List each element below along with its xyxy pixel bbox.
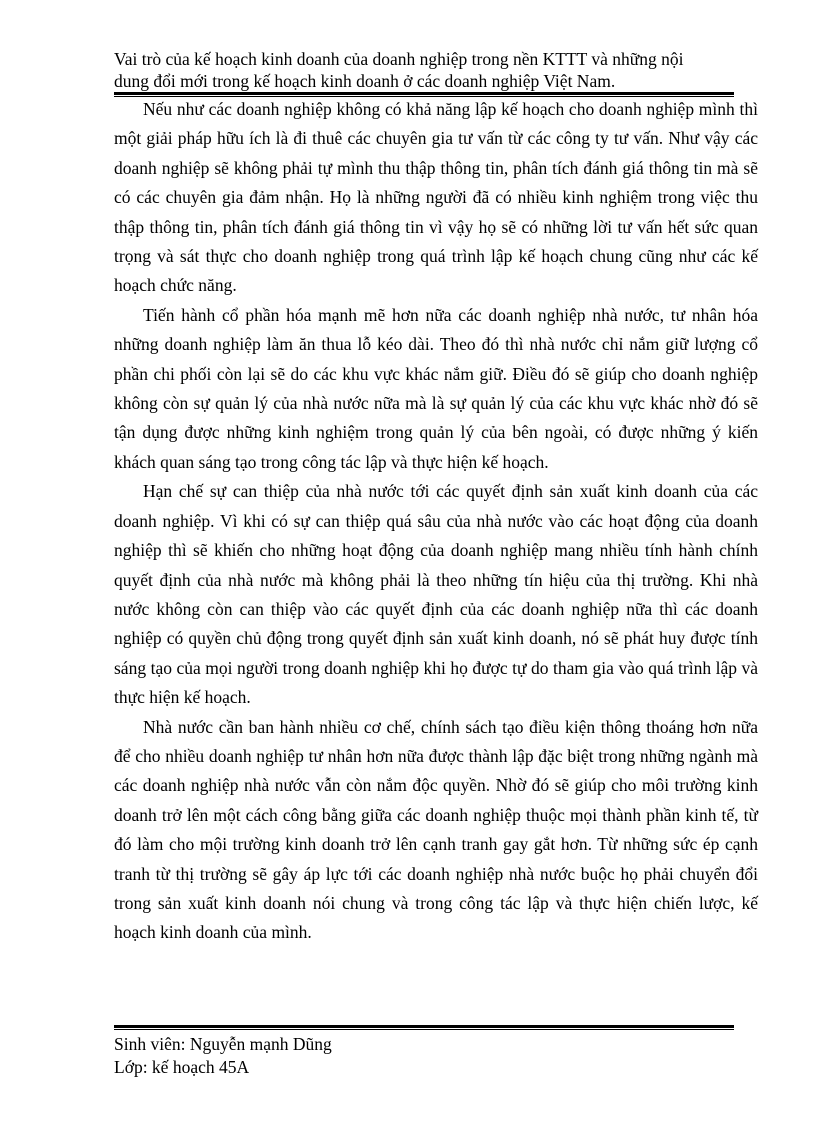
page-footer — [114, 1033, 734, 1079]
footer-divider — [114, 1025, 734, 1030]
footer-class: Lớp: kế hoạch 45A — [114, 1057, 250, 1077]
footer-student: Sinh viên: Nguyễn mạnh Dũng — [114, 1034, 332, 1054]
header-line-2: dung đổi mới trong kế hoạch kinh doanh ở các doanh nghiệp Việt Nam. — [114, 71, 616, 91]
paragraph-4: Nhà nước cần ban hành nhiều cơ chế, chính sách tạo điều kiện thông thoáng hơn nữa để cho nhiều doanh nghiệp tư nhân hơn nữa được thành lập đặc biệt trong những ngành mà các doanh nghiệp nhà nước vẫn còn nắm độc quyền. Nhờ đó sẽ giúp cho môi trường kinh doanh trở lên một cách công bằng giữa các doanh nghiệp thuộc mọi thành phần kinh tế, từ đó làm cho mội trường kinh doanh trở lên cạnh tranh gay gắt hơn. Từ những sức ép cạnh tranh từ thị trường sẽ gây áp lực tới các doanh nghiệp nhà nước buộc họ phải chuyển đổi trong sản xuất kinh doanh nói chung và trong công tác lập và thực hiện chiến lược, kế hoạch kinh doanh của mình. — [114, 716, 758, 943]
paragraph-3: Hạn chế sự can thiệp của nhà nước tới các quyết định sản xuất kinh doanh của các doanh nghiệp. Vì khi có sự can thiệp quá sâu của nhà nước vào các hoạt động của doanh nghiệp thì sẽ khiến cho những hoạt động của doanh nghiệp mang nhiều tính hành chính quyết định của nhà nước mà không phải là theo những tín hiệu của thị trường. Khi nhà nước không còn can thiệp vào các quyết định của các doanh nghiệp nữa thì các doanh nghiệp có quyền chủ động trong quyết định sản xuất kinh doanh, nó sẽ phát huy được tính sáng tạo của mọi người trong doanh nghiệp khi họ được tự do tham gia vào quá trình lập và thực hiện kế hoạch. — [114, 481, 758, 708]
document-body — [114, 95, 758, 948]
paragraph-1: Nếu như các doanh nghiệp không có khả năng lập kế hoạch cho doanh nghiệp mình thì một giải pháp hữu ích là đi thuê các chuyên gia tư vấn từ các công ty tư vấn. Như vậy các doanh nghiệp sẽ không phải tự mình thu thập thông tin, phân tích đánh giá thông tin mà sẽ có các chuyên gia đảm nhận. Họ là những người đã có nhiều kinh nghiệm trong việc thu thập thông tin, phân tích đánh giá thông tin vì vậy họ sẽ có những lời tư vấn hết sức quan trọng và sát thực cho doanh nghiệp trong quá trình lập kế hoạch chung cũng như các kế hoạch chức năng. — [114, 99, 758, 296]
paragraph-2: Tiến hành cổ phần hóa mạnh mẽ hơn nữa các doanh nghiệp nhà nước, tư nhân hóa những doanh nghiệp làm ăn thua lỗ kéo dài. Theo đó thì nhà nước chỉ nắm giữ lượng cổ phần chi phối còn lại sẽ do các khu vực khác nắm giữ. Điều đó sẽ giúp cho doanh nghiệp không còn sự quản lý của nhà nước nữa mà là sự quản lý của các khu vực khác nhờ đó sẽ tận dụng được những kinh nghiệm trong quản lý của bên ngoài, có được những ý kiến khách quan sáng tạo trong công tác lập và thực hiện kế hoạch. — [114, 304, 758, 472]
header-line-1: Vai trò của kế hoạch kinh doanh của doanh nghiệp trong nền KTTT và những nội — [114, 49, 684, 69]
page-header — [114, 48, 754, 92]
